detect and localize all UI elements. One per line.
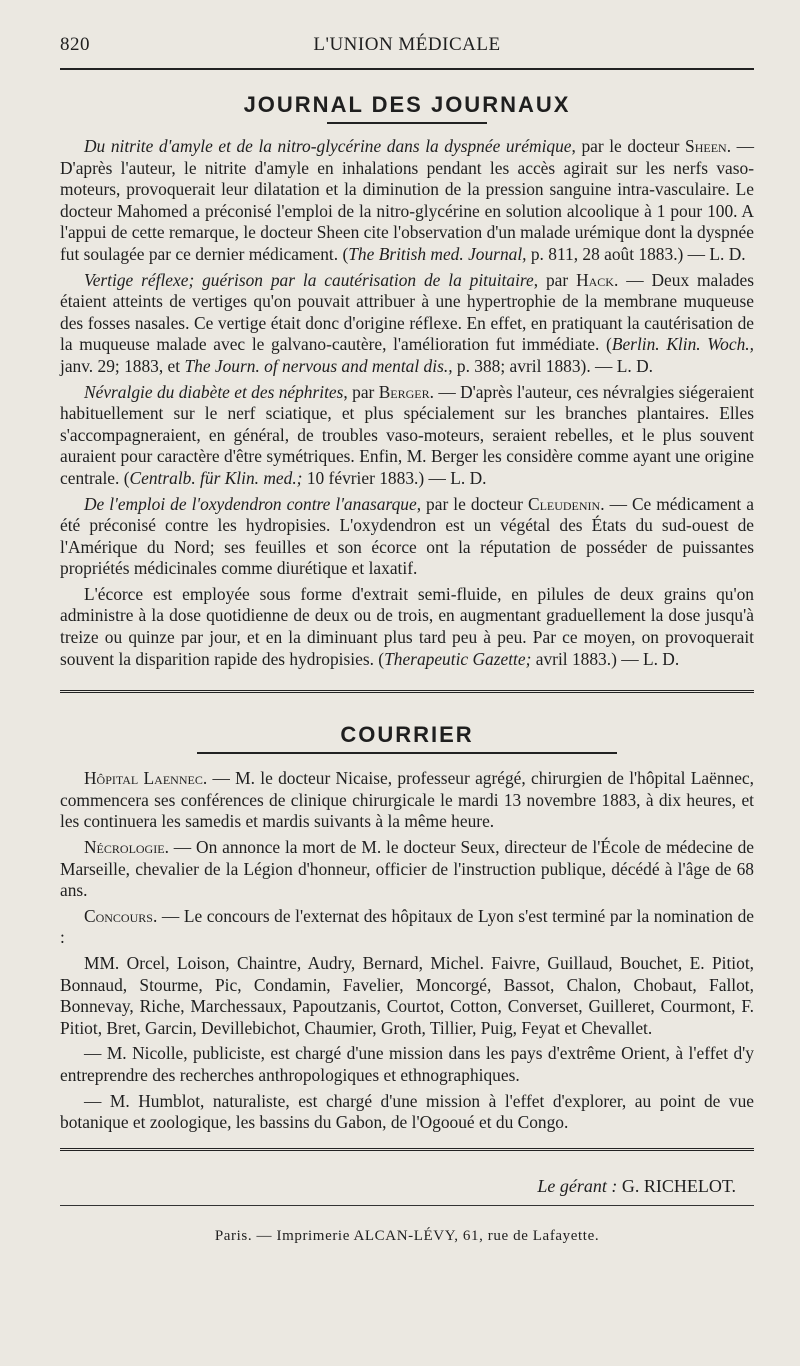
courrier-item — [60, 1043, 754, 1086]
article-text: . — Ce médicament a été préconisé contre les hydropisies. L'oxydendron est un végétal des États du sud-ouest de l'Amérique du Nord; ses feuilles et son écorce ont la réputation de posséder de puissantes propriétés médicinales comme diurétique et laxatif. — [60, 493, 754, 579]
article-item — [60, 494, 754, 580]
article-source: Centralb. für Klin. med.; — [129, 467, 303, 488]
courrier-label: Nécrologie — [84, 837, 165, 858]
article-title: Vertige réflexe; guérison par la cautérisation de la pituitaire — [84, 269, 534, 290]
signature-line — [60, 1176, 754, 1197]
courrier-item — [60, 1091, 754, 1134]
article-text: . — Deux malades étaient atteints de vertiges qu'on pouvait attribuer à une hypertrophie de la membrane muqueuse des fosses nasales. Ce vertige était donc d'origine réflexe. En effet, en pratiquant la cautérisation de la muqueuse malade avec le galvano-cautère, l'amélioration fut immédiate. ( — [60, 269, 754, 355]
article-text: . — D'après l'auteur, le nitrite d'amyle en inhalations pendant les accès agirait sur les nerfs vaso-moteurs, provoquerait leur dilatation et la diminution de la pression sanguine intra-vasculaire. Le docteur Mahomed a préconisé l'emploi de la nitro-glycérine en solution alcoolique à 1 pour 100. A l'appui de cette remarque, le docteur Sheen cite l'observation d'un malade urémique dont la dyspnée fut soulagée par ce dernier médicament. ( — [60, 136, 755, 264]
courrier-label: Hôpital Laennec — [84, 768, 203, 789]
courrier-text: . — Le concours de l'externat des hôpitaux de Lyon s'est terminé par la nomination de : — [60, 905, 754, 948]
article-source-detail: 10 février 1883.) — L. D. — [302, 467, 487, 488]
header-rule — [60, 68, 754, 70]
article-author: Hack — [576, 269, 614, 290]
signature-label: Le gérant : — [537, 1175, 618, 1196]
journal-articles — [60, 136, 754, 670]
signature-rule — [60, 1205, 754, 1206]
printer-line: Paris. — Imprimerie ALCAN-LÉVY, 61, rue de Lafayette. — [214, 1227, 600, 1244]
article-title: Du nitrite d'amyle et de la nitro-glycérine dans la dyspnée urémique — [84, 136, 572, 156]
article-source-detail: p. 811, 28 août 1883.) — L. D. — [526, 243, 746, 264]
courrier-label: Concours — [84, 905, 153, 926]
article-text-2: L'écorce est employée sous forme d'extrait semi-fluide, en pilules de deux grains qu'on administre à la dose quotidienne de deux ou de trois, en augmentant graduellement la dose jusqu'à treize ou quinze par jour, et en la diminuant plus tard peu à peu. Par ce moyen, on provoquerait souvent la disparition rapide des hydropisies. ( — [60, 583, 754, 669]
article-author: Sheen — [685, 136, 727, 156]
article-text: . — D'après l'auteur, ces névralgies siégeraient habituellement sur le nerf sciatique, et plus spécialement sur les branches plantaires. Elles s'accompagneraient, en général, de troubles vaso-moteurs, seraient rebelles, et le plus souvent auraient pour caractère d'être symétriques. Enfin, M. Berger les considère comme ayant une origine centrale. ( — [60, 381, 754, 488]
section-heading-journal: JOURNAL DES JOURNAUX — [243, 92, 571, 117]
section-divider — [60, 690, 754, 696]
courrier-item — [60, 953, 754, 1039]
page-number: 820 — [60, 34, 90, 55]
article-item — [60, 382, 754, 490]
article-by: , par — [533, 269, 577, 290]
courrier-item — [60, 906, 754, 949]
article-author: Berger — [378, 381, 430, 402]
running-head — [60, 34, 754, 64]
courrier-text: . — M. le docteur Nicaise, professeur agrégé, chirurgien de l'hôpital Laënnec, commencera ses conférences de clinique chirurgicale le mardi 13 novembre 1883, à dix heures, et les continuera les samedis et mardis suivants à la même heure. — [60, 768, 754, 832]
article-source: The British med. Journal, — [348, 243, 527, 264]
courrier-text: — M. Humblot, naturaliste, est chargé d'une mission à l'effet d'explorer, au point de vue botanique et zoologique, les bassins du Gabon, de l'Ogooué et du Congo. — [60, 1090, 754, 1133]
footer-divider — [60, 1148, 754, 1154]
courrier-item — [60, 768, 754, 833]
courrier-items — [60, 768, 754, 1134]
courrier-text: MM. Orcel, Loison, Chaintre, Audry, Bernard, Michel. Faivre, Guillaud, Bouchet, E. Pitiot, Bonnaud, Stourme, Pic, Condamin, Favelier, Moncorgé, Bassot, Chalon, Chobaut, Fallot, Bonnevay, Riche, Marchessaux, Papoutzanis, Courtot, Cotton, Converset, Guilleret, Courmont, F. Pitiot, Bret, Garcin, Devillebichot, Chaumier, Groth, Tillier, Puig, Feyat et Chevallet. — [60, 953, 754, 1038]
article-item — [60, 270, 754, 378]
article-source-2: The Journ. of nervous and mental dis., — [184, 355, 453, 376]
signature-name: G. RICHELOT. — [621, 1175, 736, 1196]
article-title: De l'emploi de l'oxydendron contre l'anasarque — [84, 493, 417, 514]
article-source-detail-2: p. 388; avril 1883). — L. D. — [452, 355, 653, 376]
courrier-item — [60, 837, 754, 902]
article-by: , par le docteur — [571, 136, 686, 156]
journal-title: L'UNION MÉDICALE — [313, 34, 501, 55]
article-by: , par le docteur — [416, 493, 528, 514]
courrier-text: — M. Nicolle, publiciste, est chargé d'une mission dans les pays d'extrême Orient, à l'effet d'y entreprendre des recherches anthropologiques et ethnographiques. — [60, 1043, 754, 1085]
article-source-detail: avril 1883.) — L. D. — [531, 648, 680, 669]
article-continuation — [60, 584, 754, 670]
article-author: Cleudenin — [527, 493, 601, 514]
courrier-text: . — On annonce la mort de M. le docteur Seux, directeur de l'École de médecine de Marseille, chevalier de la Légion d'honneur, officier de l'instruction publique, décédé à l'âge de 68 ans. — [60, 837, 754, 901]
article-by: , par — [343, 381, 379, 402]
section-heading-rule — [327, 122, 487, 124]
article-item — [60, 136, 754, 266]
article-source-detail: janv. 29; 1883, et — [60, 355, 185, 376]
article-title: Névralgie du diabète et des néphrites — [84, 381, 344, 402]
article-source: Therapeutic Gazette; — [384, 648, 532, 669]
section-heading-rule — [197, 752, 617, 754]
article-source: Berlin. Klin. Woch., — [611, 334, 754, 355]
section-heading-courrier: COURRIER — [340, 722, 474, 748]
